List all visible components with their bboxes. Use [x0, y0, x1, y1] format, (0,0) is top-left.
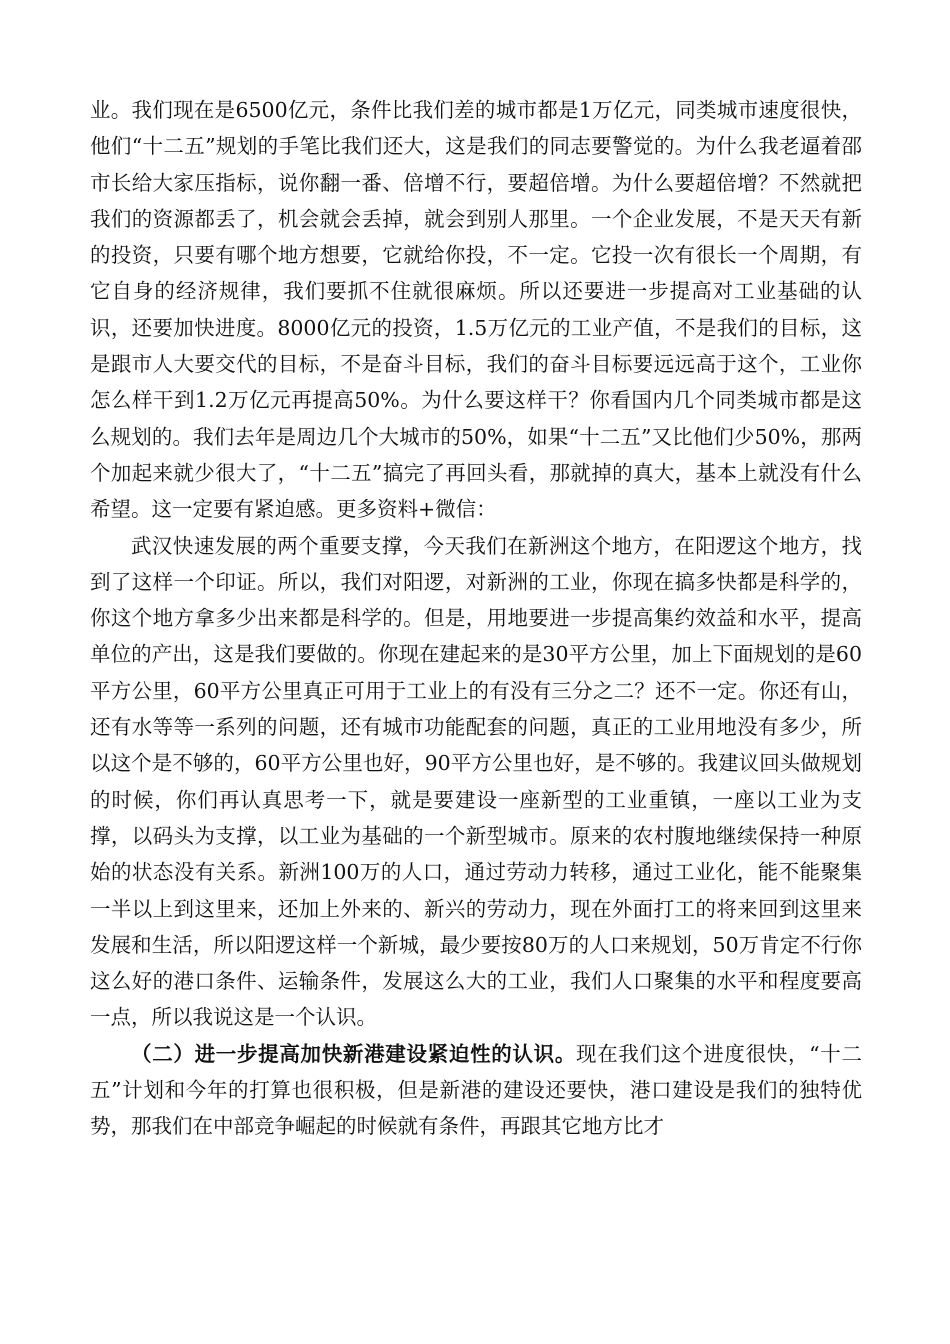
paragraph-3-body: 现在我们这个进度很快，“十二五”计划和今年的打算也很积极，但是新港的建设还要快，港口建设是我们的独特优势，那我们在中部竞争崛起的时候就有条件，再跟其它地方比才	[90, 1041, 863, 1139]
paragraph-1: 业。我们现在是6500亿元，条件比我们差的城市都是1万亿元，同类城市速度很快，他们“十二五”规划的手笔比我们还大，这是我们的同志要警觉的。为什么我老逼着邵市长给大家压指标，说你翻一番、倍增不行，要超倍增。为什么要超倍增？不然就把我们的资源都丢了，机会就会丢掉，就会到别人那里。一个企业发展，不是天天有新的投资，只要有哪个地方想要，它就给你投，不一定。它投一次有很长一个周期，有它自身的经济规律，我们要抓不住就很麻烦。所以还要进一步提高对工业基础的认识，还要加快进度。8000亿元的投资，1.5万亿元的工业产值，不是我们的目标，这是跟市人大要交代的目标，不是奋斗目标，我们的奋斗目标要远远高于这个，工业你怎么样干到1.2万亿元再提高50%。为什么要这样干？你看国内几个同类城市都是这么规划的。我们去年是周边几个大城市的50%，如果“十二五”又比他们少50%，那两个加起来就少很大了，“十二五”搞完了再回头看，那就掉的真大，基本上就没有什么希望。这一定要有紧迫感。更多资料+微信：	[90, 98, 862, 522]
document-body	[90, 92, 862, 1145]
paragraph-3	[90, 1036, 862, 1145]
paragraph-2: 武汉快速发展的两个重要支撑，今天我们在新洲这个地方，在阳逻这个地方，找到了这样一个印证。所以，我们对阳逻，对新洲的工业，你现在搞多快都是科学的，你这个地方拿多少出来都是科学的。但是，用地要进一步提高集约效益和水平，提高单位的产出，这是我们要做的。你现在建起来的是30平方公里，加上下面规划的是60平方公里，60平方公里真正可用于工业上的有没有三分之二？还不一定。你还有山，还有水等等一系列的问题，还有城市功能配套的问题，真正的工业用地没有多少，所以这个是不够的，60平方公里也好，90平方公里也好，是不够的。我建议回头做规划的时候，你们再认真思考一下，就是要建设一座新型的工业重镇，一座以工业为支撑，以码头为支撑，以工业为基础的一个新型城市。原来的农村腹地继续保持一种原始的状态没有关系。新洲100万的人口，通过劳动力转移，通过工业化，能不能聚集一半以上到这里来，还加上外来的、新兴的劳动力，现在外面打工的将来回到这里来发展和生活，所以阳逻这样一个新城，最少要按80万的人口来规划，50万肯定不行你这么好的港口条件、运输条件，发展这么大的工业，我们人口聚集的水平和程度要高一点，所以我说这是一个认识。	[90, 533, 862, 1030]
section-heading: （二）进一步提高加快新港建设紧迫性的认识。	[131, 1041, 577, 1066]
